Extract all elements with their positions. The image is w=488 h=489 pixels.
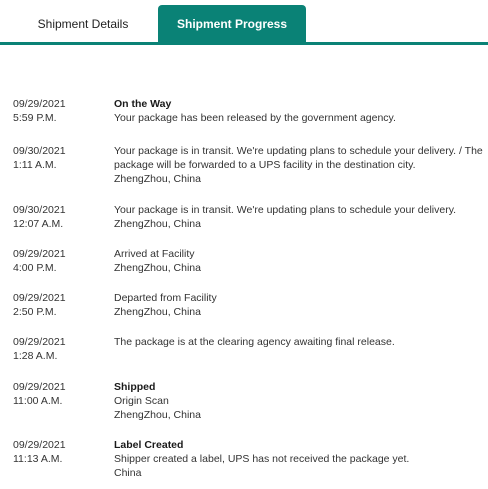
event-details (114, 291, 486, 319)
event-description: Departed from Facility (114, 292, 217, 304)
event-description: The package is at the clearing agency awaiting final release. (114, 336, 395, 348)
event-datetime (13, 291, 109, 319)
event-date: 09/29/2021 (13, 292, 66, 304)
event-datetime (13, 247, 109, 275)
event-details (114, 203, 486, 231)
tab-bar (0, 0, 488, 46)
event-time: 1:11 A.M. (13, 159, 57, 171)
event-datetime (13, 203, 109, 231)
event-description: Your package is in transit. We're updating plans to schedule your delivery. / The package will be forwarded to a UPS facility in the destination city. (114, 145, 483, 171)
event-description: Origin Scan (114, 395, 169, 407)
event-description: Shipper created a label, UPS has not received the package yet. (114, 453, 410, 465)
event-time: 1:28 A.M. (13, 350, 58, 362)
event-details (114, 438, 486, 480)
event-time: 11:00 A.M. (13, 395, 63, 407)
event-datetime (13, 97, 109, 125)
event-status: Shipped (114, 381, 156, 393)
event-datetime (13, 335, 109, 363)
event-date: 09/29/2021 (13, 98, 66, 110)
event-details (114, 335, 486, 349)
event-location: ZhengZhou, China (114, 218, 201, 230)
event-date: 09/29/2021 (13, 439, 66, 451)
event-time: 2:50 P.M. (13, 306, 57, 318)
event-datetime (13, 380, 109, 408)
event-date: 09/29/2021 (13, 336, 66, 348)
event-description: Your package has been released by the government agency. (114, 112, 396, 124)
event-date: 09/29/2021 (13, 248, 66, 260)
event-location: ZhengZhou, China (114, 262, 201, 274)
event-details (114, 97, 486, 125)
event-date: 09/29/2021 (13, 381, 66, 393)
event-status: On the Way (114, 98, 172, 110)
event-time: 5:59 P.M. (13, 112, 57, 124)
event-datetime (13, 144, 109, 172)
event-date: 09/30/2021 (13, 145, 66, 157)
tab-shipment-details[interactable]: Shipment Details (37, 17, 129, 31)
event-description: Your package is in transit. We're updating plans to schedule your delivery. (114, 204, 457, 216)
event-description: Arrived at Facility (114, 248, 195, 260)
event-details (114, 144, 486, 186)
event-details (114, 380, 486, 422)
event-location: ZhengZhou, China (114, 409, 201, 421)
tab-shipment-progress[interactable]: Shipment Progress (158, 5, 306, 43)
event-location: ZhengZhou, China (114, 306, 201, 318)
event-time: 4:00 P.M. (13, 262, 57, 274)
tab-underline (0, 42, 488, 45)
event-details (114, 247, 486, 275)
event-time: 11:13 A.M. (13, 453, 63, 465)
event-status: Label Created (114, 439, 184, 451)
event-datetime (13, 438, 109, 466)
event-time: 12:07 A.M. (13, 218, 64, 230)
event-date: 09/30/2021 (13, 204, 66, 216)
event-location: China (114, 467, 142, 479)
event-location: ZhengZhou, China (114, 173, 201, 185)
